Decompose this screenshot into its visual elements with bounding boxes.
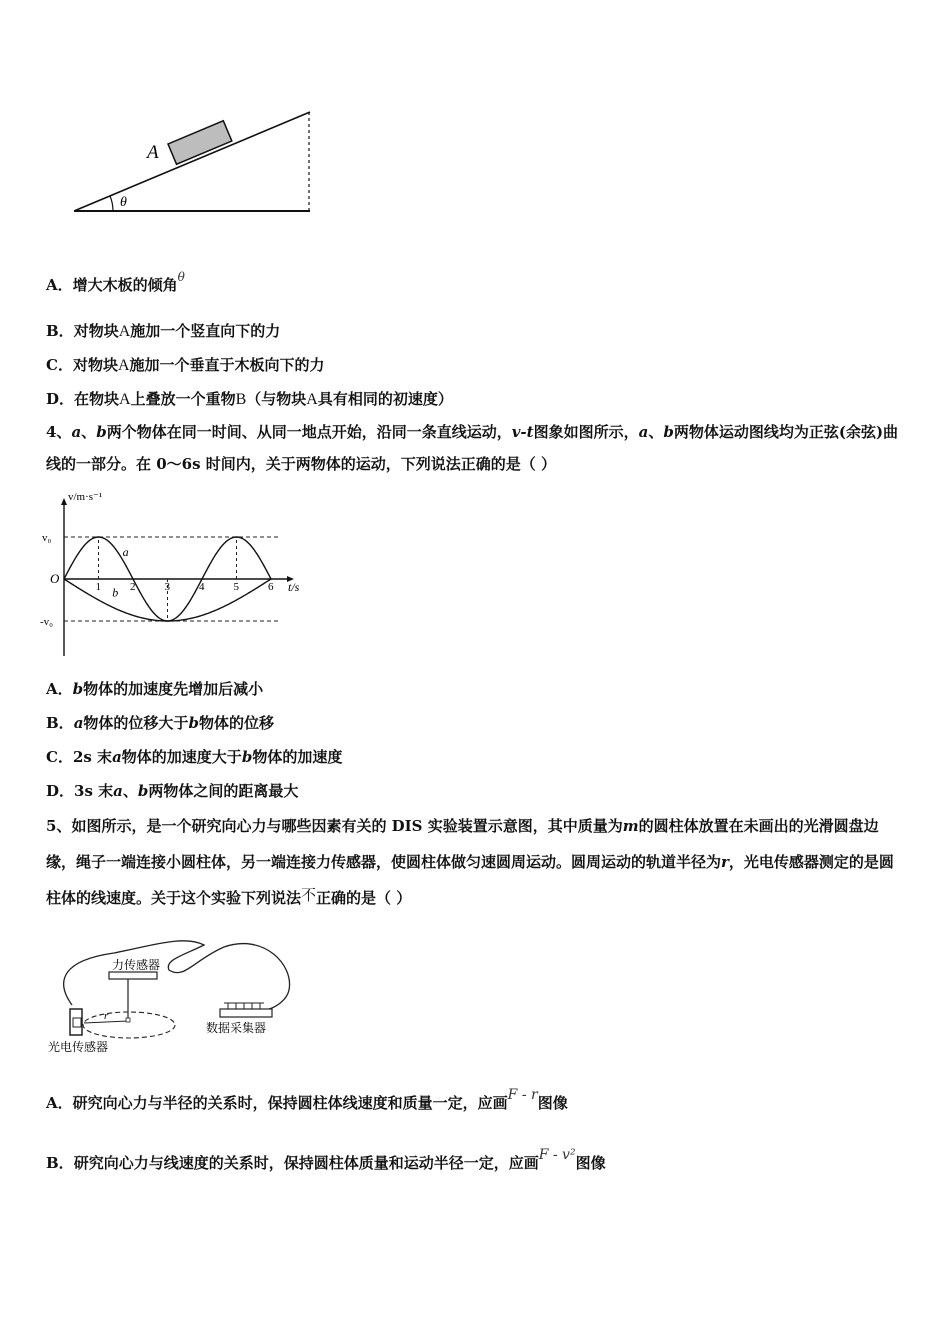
object-label: A [117,357,130,374]
option-text: 在物块 [74,390,120,408]
q3-option-b [46,320,280,341]
x-tick-label: 6 [268,581,274,593]
option-text: 两物体之间的距离最大 [148,782,299,800]
radius-label: r [104,1010,109,1022]
option-text: （与物块 [246,390,307,408]
q5-option-b [46,1147,606,1173]
formula: F - v² [538,1147,576,1163]
y-tick-label: v₀ [42,532,52,544]
theta-symbol: θ [177,270,185,284]
var-b: b [663,423,674,441]
force-sensor [109,972,157,979]
stem-text: 正确的是（ ） [316,889,412,907]
option-text: 上叠放一个重物 [130,390,236,408]
angle-arc [110,196,113,211]
var-label: b [137,782,149,800]
object-label: A [118,323,131,340]
stem-text: 两个物体在同一时间、从同一地点开始，沿同一条直线运动， [106,423,512,441]
option-key: D． [46,390,75,408]
option-text: 研究向心力与半径的关系时，保持圆柱体线速度和质量一定，应画 [72,1094,508,1112]
q4-option-c [46,746,342,767]
orbit-path [83,1012,175,1038]
series-label: b [112,585,119,600]
option-text: 对物块 [72,356,118,374]
q4-option-d [46,780,298,801]
var-label: b [241,748,253,766]
angle-label: θ [120,195,127,210]
q5-option-a [46,1087,568,1113]
var-a: a [71,423,82,441]
option-text: 3s 末 [74,782,114,800]
option-text: 2s 末 [72,748,113,766]
option-key: B． [46,322,74,340]
var-label: a [112,748,122,766]
option-text: 对物块 [73,322,119,340]
option-text: 物体的位移大于 [83,714,189,732]
option-text: 图像 [575,1154,606,1172]
separator: 、 [648,423,664,441]
incline-slope [74,112,310,211]
var-r: r [721,853,729,871]
var-label: b [72,680,84,698]
var-a: a [638,423,649,441]
stem-text: 如图所示，是一个研究向心力与哪些因素有关的 DIS 实验装置示意图，其中质量为 [71,817,623,835]
option-key: B． [46,714,74,732]
q4-option-b [46,712,274,733]
y-tick-label: -v₀ [40,616,53,628]
option-key: C． [46,748,73,766]
option-text: 图像 [537,1094,568,1112]
option-text: 研究向心力与线速度的关系时，保持圆柱体质量和运动半径一定，应画 [73,1154,539,1172]
photo-sensor-inner [73,1018,81,1027]
vt-chart [40,488,330,663]
incline-figure [60,100,330,225]
option-text: 增大木板的倾角 [72,276,178,294]
var-m: m [622,817,639,835]
option-text: 物体的加速度 [252,748,343,766]
var-b: b [96,423,107,441]
center-marker [126,1018,130,1022]
option-text: 施加一个垂直于木板向下的力 [129,356,325,374]
q3-option-a [46,270,185,295]
option-key: A． [46,680,73,698]
origin-label: O [50,571,60,586]
emphasis-not: 不 [301,886,317,904]
data-collector-label: 数据采集器 [206,1021,267,1035]
q3-option-c [46,354,325,375]
stem-text: 两物体运动图线均为正弦(余弦)曲线的一部分。在 0～6s 时间内，关于两物体的运动，下列说法正确的是（ ） [46,423,899,473]
vt-label: v-t [511,423,534,441]
q4-option-a [46,678,263,699]
x-axis-label: t/s [288,580,300,594]
series-label: a [122,544,129,559]
dis-apparatus-figure [44,925,304,1060]
stem-text: 的圆柱体放置在未画出的光滑圆盘边缘，绳子一端连接小圆柱体，另一端连接力传感器，使圆柱体做匀速圆周运动。圆周运动的轨道半径为 [46,817,879,871]
option-text: 物体的位移 [198,714,274,732]
var-label: a [73,714,84,732]
option-key: B． [46,1154,74,1172]
stem-text: ，光电传感器测定的是圆柱体的线速度。关于这个实验下列说法 [46,853,894,907]
data-collector [220,1009,272,1017]
x-tick-label: 2 [130,581,136,593]
sensor-cable [64,941,290,1009]
y-axis-arrow [61,498,67,505]
data-collector-ports [224,1003,264,1009]
option-text: 施加一个竖直向下的力 [130,322,281,340]
x-tick-label: 3 [164,581,170,593]
formula: F - r [507,1087,538,1103]
question-number: 4、 [46,423,72,441]
option-key: A． [46,276,73,294]
block-label: A [147,142,159,163]
separator: 、 [81,423,97,441]
stem-text: 图象如图所示， [533,423,639,441]
question-number: 5、 [46,817,72,835]
object-label: B [235,391,247,408]
q3-option-d [46,388,453,409]
option-key: D． [46,782,75,800]
object-label: A [306,391,318,408]
var-label: b [188,714,199,732]
option-text: 具有相同的初速度） [317,390,453,408]
y-axis-label: v/m·s⁻¹ [68,491,103,503]
x-tick-label: 1 [95,581,101,593]
var-label: a [113,782,123,800]
option-key: C． [46,356,73,374]
x-tick-label: 5 [233,581,239,593]
x-tick-label: 4 [199,581,205,593]
object-label: A [119,391,131,408]
option-text: 物体的加速度大于 [121,748,242,766]
option-key: A． [46,1094,73,1112]
q5-stem [46,808,908,916]
force-sensor-label: 力传感器 [112,958,161,972]
photo-sensor-label: 光电传感器 [48,1040,109,1054]
q4-stem [46,416,908,480]
option-text: 、 [122,782,138,800]
option-text: 物体的加速度先增加后减小 [83,680,264,698]
